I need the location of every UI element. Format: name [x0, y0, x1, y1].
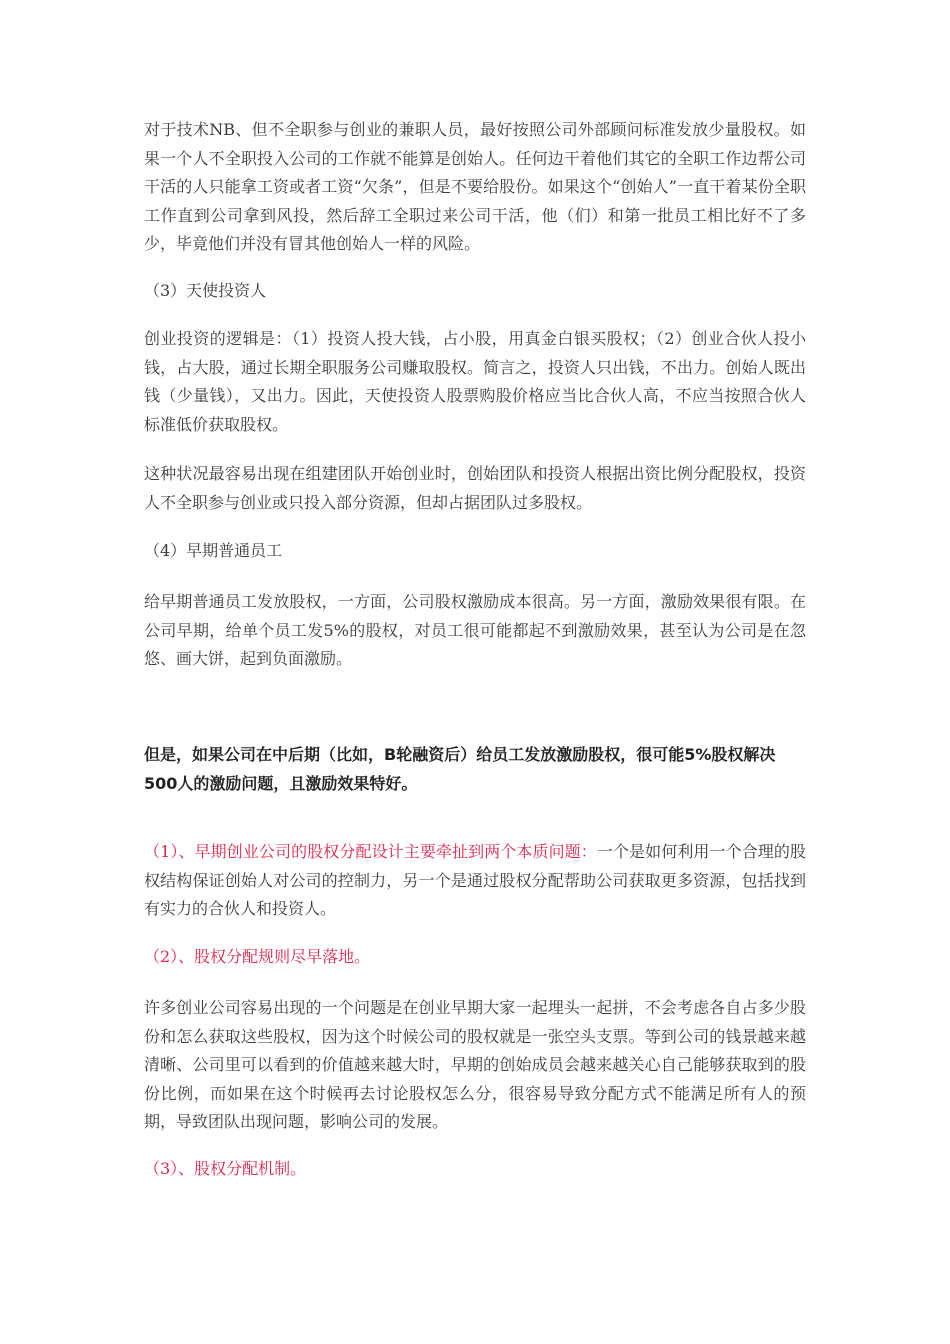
heading-early-employees: （4）早期普通员工: [144, 541, 283, 560]
paragraph-later-stage-incentive: 但是，如果公司在中后期（比如，B轮融资后）给员工发放激励股权，很可能5%股权解决500人的激励问题，且激励效果特好。: [144, 745, 776, 793]
paragraph-point-1: [144, 838, 806, 924]
paragraph-early-employees: 给早期普通员工发放股权，一方面，公司股权激励成本很高。另一方面，激励效果很有限。在公司早期，给单个员工发5%的股权，对员工很可能都起不到激励效果，甚至认为公司是在忽悠、画大饼，起到负面激励。: [144, 592, 806, 668]
point-1-highlight: （1）、早期创业公司的股权分配设计主要牵扯到两个本质问题：: [144, 842, 597, 861]
paragraph-part-time-staff: 对于技术NB、但不全职参与创业的兼职人员，最好按照公司外部顾问标准发放少量股权。如果一个人不全职投入公司的工作就不能算是创始人。任何边干着他们其它的全职工作边帮公司干活的人只能拿工资或者工资“欠条”，但是不要给股份。如果这个“创始人”一直干着某份全职工作直到公司拿到风投，然后辞工全职过来公司干活，他（们）和第一批员工相比好不了多少，毕竟他们并没有冒其他创始人一样的风险。: [144, 120, 806, 253]
heading-point-2: （2）、股权分配规则尽早落地。: [144, 947, 371, 966]
heading-angel-investor: （3）天使投资人: [144, 281, 267, 300]
heading-point-3: （3）、股权分配机制。: [144, 1159, 307, 1178]
paragraph-equity-rules: 许多创业公司容易出现的一个问题是在创业早期大家一起埋头一起拼，不会考虑各自占多少股份和怎么获取这些股权，因为这个时候公司的股权就是一张空头支票。等到公司的钱景越来越清晰、公司里可以看到的价值越来越大时，早期的创始成员会越来越关心自己能够获取到的股份比例，而如果在这个时候再去讨论股权怎么分，很容易导致分配方式不能满足所有人的预期，导致团队出现问题，影响公司的发展。: [144, 998, 806, 1131]
paragraph-investment-logic: 创业投资的逻辑是：（1）投资人投大钱，占小股，用真金白银买股权；（2）创业合伙人投小钱，占大股，通过长期全职服务公司赚取股权。简言之，投资人只出钱，不出力。创始人既出钱（少量钱），又出力。因此，天使投资人股票购股价格应当比合伙人高，不应当按照合伙人标准低价获取股权。: [144, 329, 806, 434]
point-1-text: 一个是如何利用一个合理的股权结构保证创始人对公司的控制力，另一个是通过股权分配帮助公司获取更多资源，包括找到有实力的合伙人和投资人。: [144, 842, 806, 918]
paragraph-team-formation: 这种状况最容易出现在组建团队开始创业时，创始团队和投资人根据出资比例分配股权，投资人不全职参与创业或只投入部分资源，但却占据团队过多股权。: [144, 464, 806, 512]
